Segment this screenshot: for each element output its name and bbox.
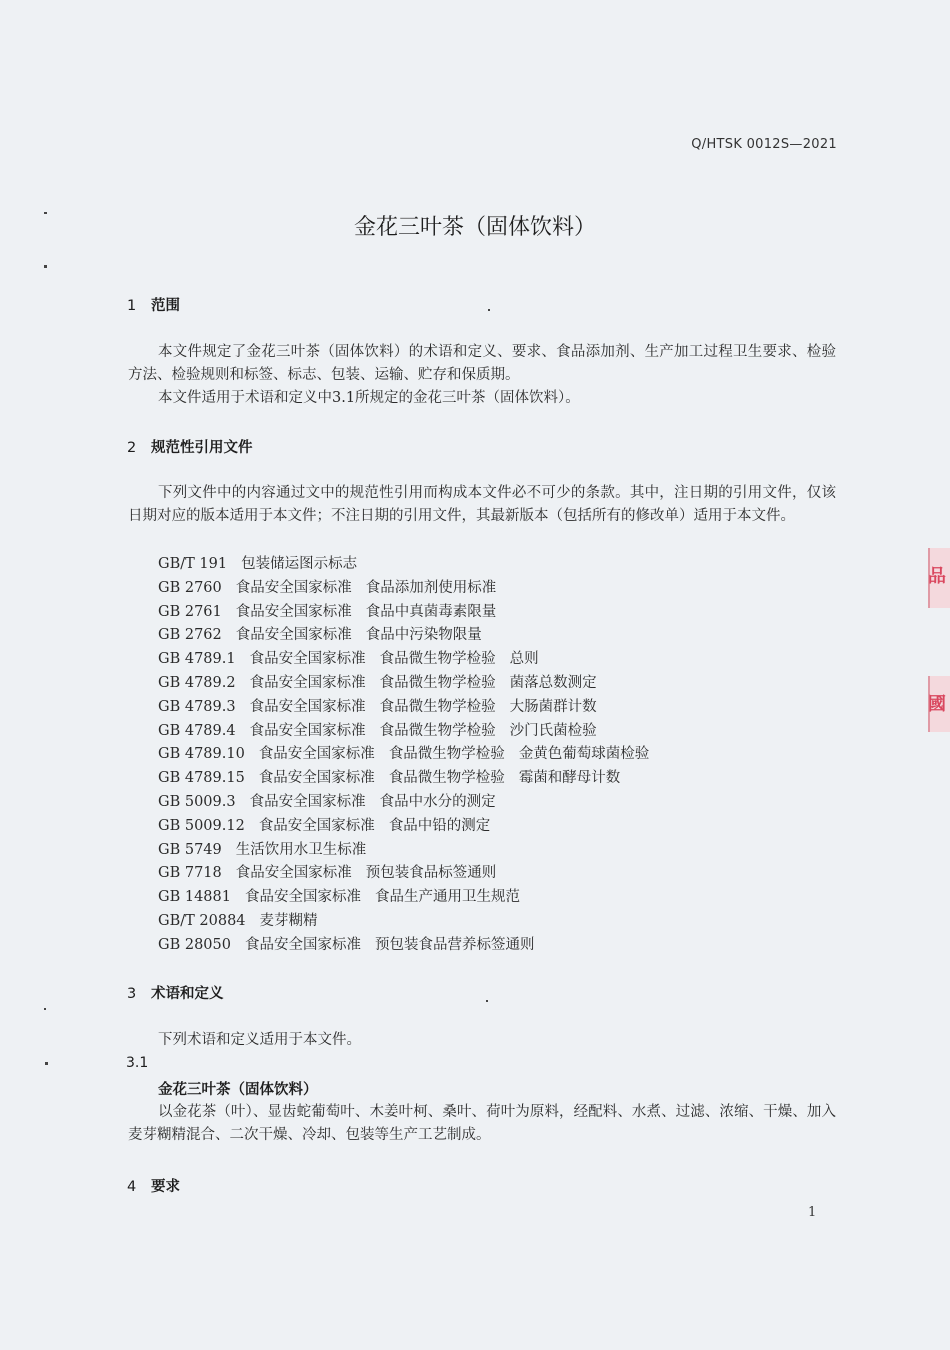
reference-item [158, 624, 663, 648]
reference-title-part: 菌落总数测定 [509, 674, 597, 691]
reference-title-part: 预包装食品营养标签通则 [374, 936, 535, 953]
section-2-heading [127, 436, 253, 457]
reference-item [158, 862, 663, 886]
reference-code: GB 4789.10 [158, 746, 245, 763]
reference-code: GB 4789.2 [158, 674, 236, 691]
reference-title-part: 食品微生物学检验 [388, 770, 505, 787]
section-title: 规范性引用文件 [151, 440, 253, 456]
reference-item [158, 910, 663, 934]
scope-paragraph-1: 本文件规定了金花三叶茶（固体饮料）的术语和定义、要求、食品添加剂、生产加工过程卫生要求、检验方法、检验规则和标签、标志、包装、运输、贮存和保质期。 [128, 344, 836, 383]
term-definition: 以金花茶（叶）、显齿蛇葡萄叶、木姜叶柯、桑叶、荷叶为原料，经配料、水煮、过滤、浓缩、干燥、加入麦芽糊精混合、二次干燥、冷却、包装等生产工艺制成。 [128, 1104, 836, 1143]
reference-title-part: 沙门氏菌检验 [509, 722, 597, 739]
reference-item [158, 934, 663, 958]
reference-title-part: 食品中污染物限量 [365, 627, 482, 644]
reference-code: GB 7718 [158, 865, 222, 882]
reference-title-part: 食品中真菌毒素限量 [365, 603, 497, 620]
reference-title-part: 食品安全国家标准 [249, 722, 366, 739]
reference-item [158, 767, 663, 791]
clause-number: 3.1 [126, 1055, 149, 1071]
section-title: 术语和定义 [151, 986, 224, 1002]
scan-speck [45, 1062, 48, 1065]
reference-code: GB/T 20884 [158, 912, 246, 929]
reference-item [158, 672, 663, 696]
reference-title-part: 食品微生物学检验 [379, 698, 496, 715]
scan-speck [488, 309, 490, 311]
reference-title-part: 食品中铅的测定 [388, 817, 491, 834]
section-3-heading [127, 982, 224, 1003]
reference-title-part: 生活饮用水卫生标准 [235, 841, 367, 858]
reference-title-part: 霉菌和酵母计数 [518, 770, 621, 787]
scan-speck [44, 1008, 46, 1010]
reference-item [158, 743, 663, 767]
reference-title-part: 食品安全国家标准 [244, 889, 361, 906]
section-title: 要求 [151, 1179, 180, 1195]
reference-title-part: 食品安全国家标准 [249, 698, 366, 715]
reference-title-part: 食品安全国家标准 [249, 793, 366, 810]
reference-title-part: 食品安全国家标准 [258, 770, 375, 787]
reference-title-part: 食品中水分的测定 [379, 793, 496, 810]
section-1-heading [127, 294, 180, 315]
reference-list [158, 553, 663, 958]
section-4-heading [127, 1175, 180, 1196]
document-title: 金花三叶茶（固体饮料） [353, 215, 596, 240]
reference-item [158, 696, 663, 720]
scan-speck [44, 265, 47, 268]
section-number: 3 [127, 986, 137, 1002]
reference-item [158, 577, 663, 601]
reference-title-part: 食品安全国家标准 [235, 627, 352, 644]
reference-title-part: 大肠菌群计数 [509, 698, 597, 715]
reference-code: GB 5749 [158, 841, 222, 858]
term-name: 金花三叶茶（固体饮料） [158, 1081, 318, 1098]
seal-character: 國 [928, 694, 946, 715]
reference-item [158, 601, 663, 625]
reference-code: GB 4789.4 [158, 722, 236, 739]
reference-item [158, 720, 663, 744]
reference-title-part: 食品安全国家标准 [258, 817, 375, 834]
reference-title-part: 预包装食品标签通则 [365, 865, 497, 882]
reference-title-part: 包装储运图示标志 [241, 556, 358, 572]
scan-speck [486, 1000, 488, 1002]
reference-title-part: 麦芽糊精 [259, 912, 318, 929]
reference-title-part: 食品微生物学检验 [388, 746, 505, 763]
reference-title-part: 食品安全国家标准 [244, 936, 361, 953]
reference-title-part: 食品安全国家标准 [235, 603, 352, 620]
reference-item [158, 815, 663, 839]
reference-code: GB 2760 [158, 579, 222, 596]
reference-item [158, 648, 663, 672]
reference-title-part: 食品安全国家标准 [249, 651, 366, 668]
references-intro: 下列文件中的内容通过文中的规范性引用而构成本文件必不可少的条款。其中，注日期的引用文件，仅该日期对应的版本适用于本文件；不注日期的引用文件，其最新版本（包括所有的修改单）适用于本文件。 [128, 485, 836, 524]
reference-title-part: 食品微生物学检验 [379, 722, 496, 739]
reference-item [158, 839, 663, 863]
reference-title-part: 食品生产通用卫生规范 [374, 889, 520, 906]
reference-item [158, 791, 663, 815]
section-number: 1 [127, 298, 137, 314]
reference-item [158, 886, 663, 910]
reference-code: GB 4789.1 [158, 651, 236, 668]
reference-code: GB/T 191 [158, 556, 228, 572]
scope-paragraph-2: 本文件适用于术语和定义中3.1所规定的金花三叶茶（固体饮料）。 [158, 390, 580, 406]
reference-title-part: 食品安全国家标准 [249, 674, 366, 691]
scan-speck [44, 212, 47, 214]
section-title: 范围 [151, 298, 180, 314]
reference-code: GB 14881 [158, 889, 231, 906]
reference-title-part: 食品微生物学检验 [379, 674, 496, 691]
reference-title-part: 食品安全国家标准 [258, 746, 375, 763]
reference-code: GB 4789.3 [158, 698, 236, 715]
seal-character: 品 [928, 566, 946, 587]
reference-code: GB 4789.15 [158, 770, 245, 787]
reference-code: GB 2762 [158, 627, 222, 644]
page-number: 1 [808, 1205, 817, 1220]
reference-code: GB 28050 [158, 936, 231, 953]
reference-code: GB 2761 [158, 603, 222, 620]
document-code: Q/HTSK 0012S—2021 [691, 137, 837, 152]
reference-title-part: 食品添加剂使用标准 [365, 579, 497, 596]
section-number: 2 [127, 440, 137, 456]
reference-item [158, 553, 663, 577]
reference-code: GB 5009.3 [158, 793, 236, 810]
reference-code: GB 5009.12 [158, 817, 245, 834]
reference-title-part: 金黄色葡萄球菌检验 [518, 746, 650, 763]
reference-title-part: 食品微生物学检验 [379, 651, 496, 668]
terms-intro: 下列术语和定义适用于本文件。 [158, 1032, 361, 1048]
section-number: 4 [127, 1179, 137, 1195]
reference-title-part: 食品安全国家标准 [235, 579, 352, 596]
reference-title-part: 总则 [509, 651, 539, 668]
reference-title-part: 食品安全国家标准 [235, 865, 352, 882]
